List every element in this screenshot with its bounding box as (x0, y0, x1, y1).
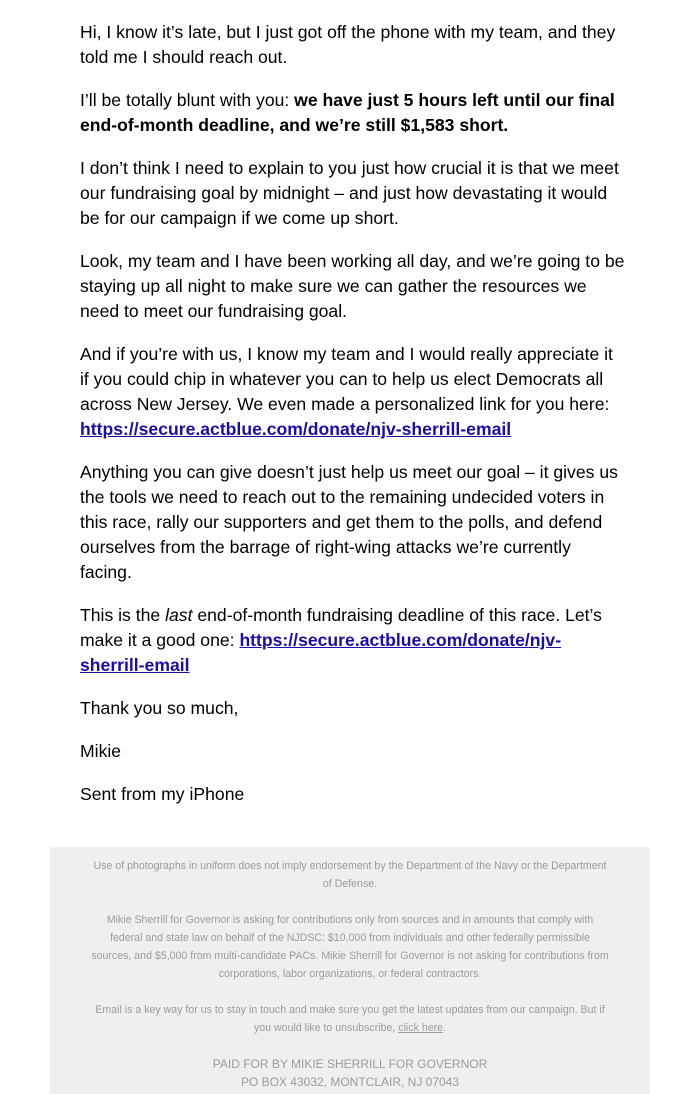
unsubscribe-link[interactable]: click here (398, 1022, 444, 1034)
uniform-disclaimer: Use of photographs in uniform does not imply endorsement by the Department of the Navy or the Department of Defense. (93, 860, 607, 890)
last-deadline-text-after: end-of-month fundraising deadline of this race. Let’s make it a good one: (80, 605, 602, 650)
greeting-paragraph: Hi, I know it’s late, but I just got off the phone with my team, and they told me I should reach out. (80, 22, 616, 67)
last-deadline-paragraph (80, 603, 625, 678)
unsubscribe-notice (90, 1001, 610, 1037)
email-footer (50, 847, 650, 1094)
give-paragraph: Anything you can give doesn’t just help us meet our goal – it gives us the tools we need to reach out to the remaining undecided voters in this race, rally our supporters and get them to the polls, and defend ourselves from the barrage of right-wing attacks we’re currently facing. (80, 462, 618, 582)
deadline-paragraph (80, 88, 625, 138)
deadline-bold-text: we have just 5 hours left until our final end-of-month deadline, and we’re still $1,583 short. (80, 90, 615, 135)
closing-line: Thank you so much, (80, 698, 239, 718)
last-italic-text: last (165, 605, 193, 625)
deadline-intro-text: I’ll be totally blunt with you: (80, 90, 295, 110)
donate-link[interactable]: https://secure.actblue.com/donate/njv-sherrill-email (80, 419, 512, 439)
unsubscribe-period: . (443, 1022, 446, 1034)
paid-for-line: PAID FOR BY MIKIE SHERRILL FOR GOVERNOR (212, 1057, 488, 1071)
chip-in-text: And if you’re with us, I know my team and I would really appreciate it if you could chip in whatever you can to help us elect Democrats all across New Jersey. We even made a personalized link for you here: (80, 344, 613, 414)
contributions-disclaimer: Mikie Sherrill for Governor is asking for contributions only from sources and in amounts that comply with federal and state law on behalf of the NJDSC: $10,000 from individuals and other federally permissible sources, and $5,000 from multi-candidate PACs. Mikie Sherrill for Governor is not asking for contributions from corporations, labor organizations, or federal contractors. (91, 914, 609, 980)
mailing-address: PO BOX 43032, MONTCLAIR, NJ 07043 (240, 1075, 460, 1089)
crucial-paragraph: I don’t think I need to explain to you just how crucial it is that we meet our fundraising goal by midnight – and just how devastating it would be for our campaign if we come up short. (80, 158, 619, 228)
donate-link-2[interactable]: https://secure.actblue.com/donate/njv-sherrill-email (80, 630, 562, 675)
team-working-paragraph: Look, my team and I have been working all day, and we’re going to be staying up all night to make sure we can gather the resources we need to meet our fundraising goal. (80, 251, 625, 321)
last-deadline-text-before: This is the (80, 605, 166, 625)
sent-from-line: Sent from my iPhone (80, 784, 245, 804)
unsubscribe-text: Email is a key way for us to stay in touch and make sure you get the latest updates from our campaign. But if you would like to unsubscribe, (95, 1004, 605, 1034)
signature: Mikie (80, 741, 122, 761)
email-body (80, 20, 625, 825)
chip-in-paragraph (80, 342, 625, 442)
